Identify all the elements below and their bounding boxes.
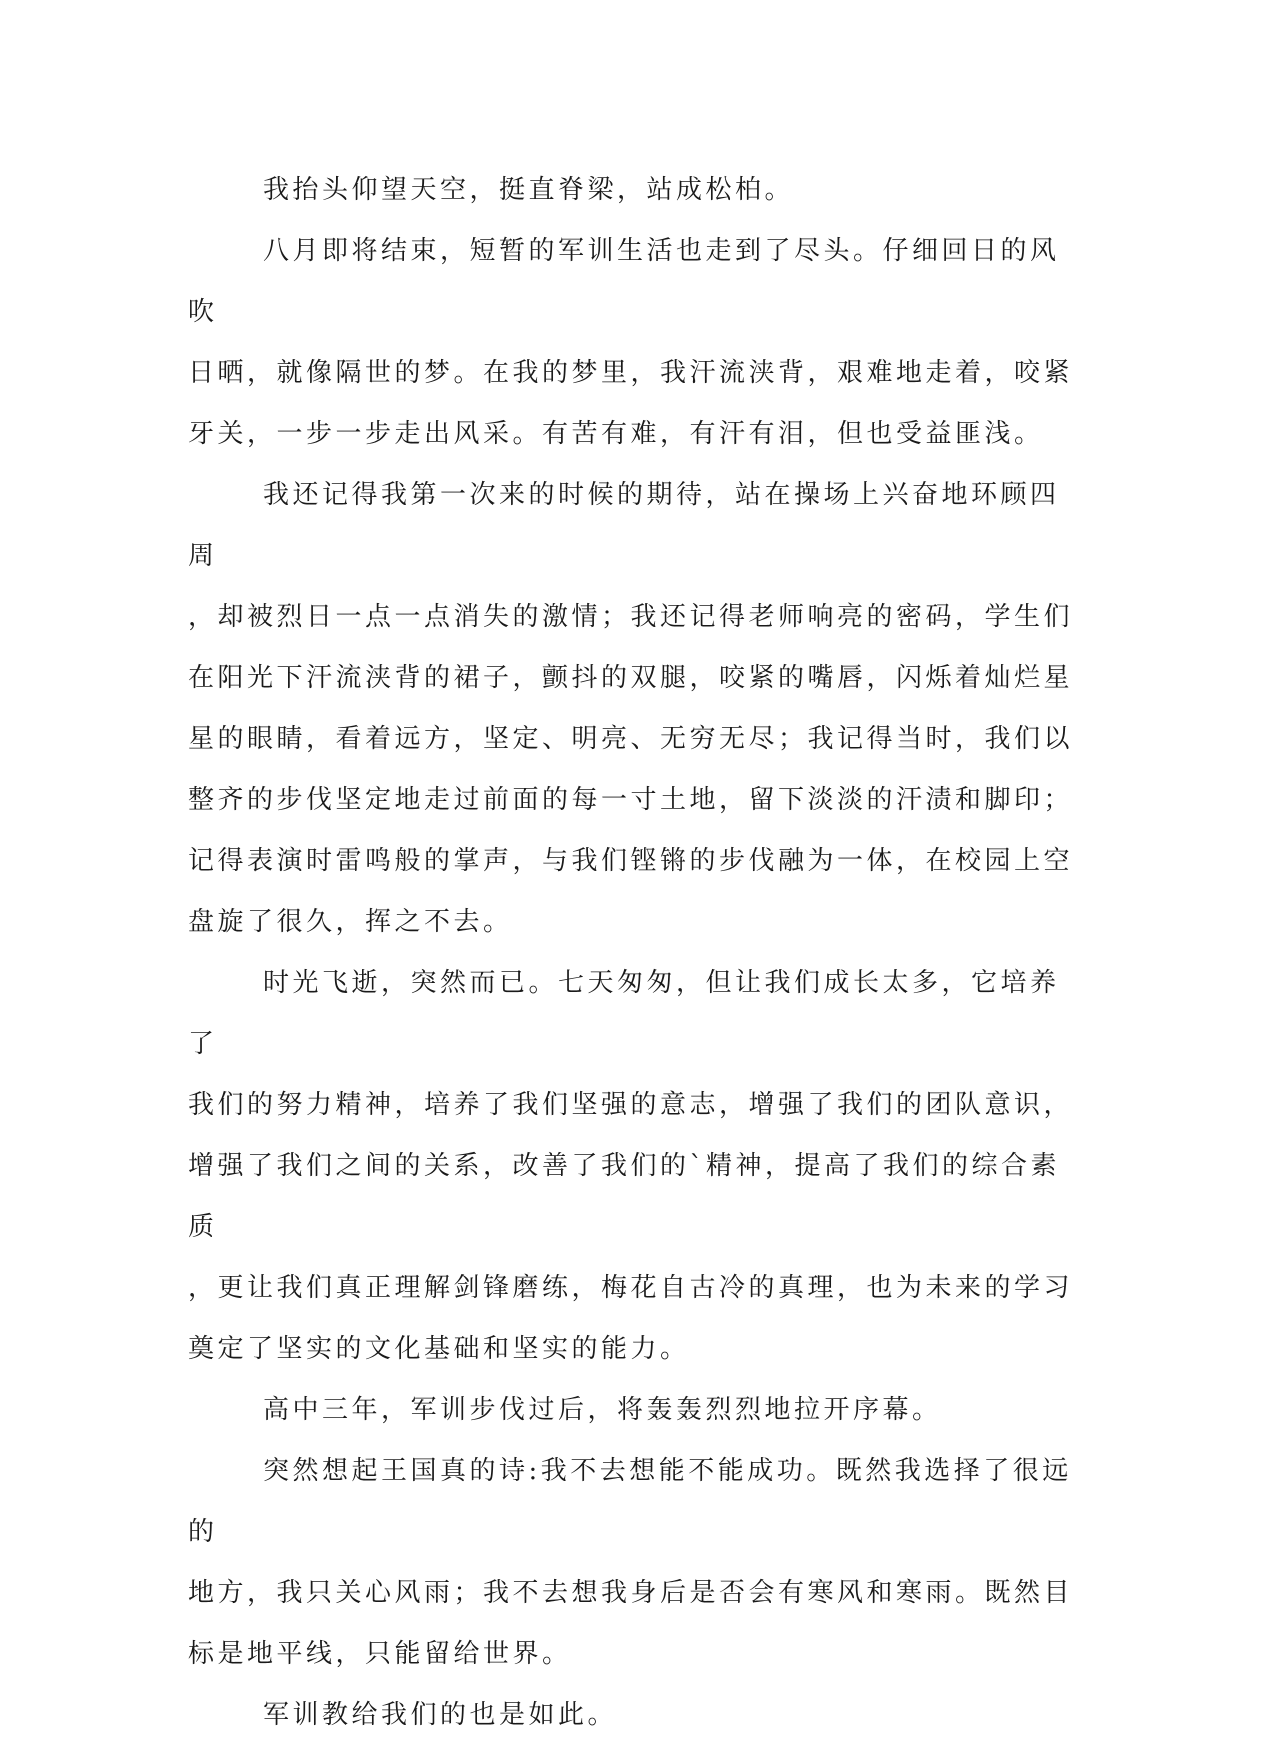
paragraph-5: 高中三年，军训步伐过后，将轰轰烈烈地拉开序幕。	[263, 1395, 942, 1425]
paragraph-2: 八月即将结束，短暂的军训生活也走到了尽头。仔细回日的风吹 日晒，就像隔世的梦。在我的梦里，我汗流浃背，艰难地走着，咬紧 牙关，一步一步走出风采。有苦有难，有汗有泪，但也受益匪浅。	[188, 236, 1074, 449]
paragraph-6: 突然想起王国真的诗:我不去想能不能成功。既然我选择了很远的 地方，我只关心风雨；我不去想我身后是否会有寒风和寒雨。既然目 标是地平线，只能留给世界。	[188, 1456, 1074, 1669]
paragraph-3: 我还记得我第一次来的时候的期待，站在操场上兴奋地环顾四周 ，却被烈日一点一点消失的激情；我还记得老师响亮的密码，学生们 在阳光下汗流浃背的裙子，颤抖的双腿，咬紧的嘴唇，闪烁着灿烂星 星的眼睛，看着远方，坚定、明亮、无穷无尽；我记得当时，我们以 整齐的步伐坚定地走过前面的每一寸土地，留下淡淡的汗渍和脚印； 记得表演时雷鸣般的掌声，与我们铿锵的步伐融为一体，在校园上空 盘旋了很久，挥之不去。	[188, 480, 1074, 937]
text-body	[188, 160, 1088, 1746]
paragraph-4: 时光飞逝，突然而已。七天匆匆，但让我们成长太多，它培养了 我们的努力精神，培养了我们坚强的意志，增强了我们的团队意识， 增强了我们之间的关系，改善了我们的`精神，提高了我们的综合素质 ，更让我们真正理解剑锋磨练，梅花自古冷的真理，也为未来的学习 奠定了坚实的文化基础和坚实的能力。	[188, 968, 1074, 1364]
paragraph-1: 我抬头仰望天空，挺直脊梁，站成松柏。	[263, 175, 795, 205]
paragraph-7: 军训教给我们的也是如此。	[263, 1700, 618, 1730]
